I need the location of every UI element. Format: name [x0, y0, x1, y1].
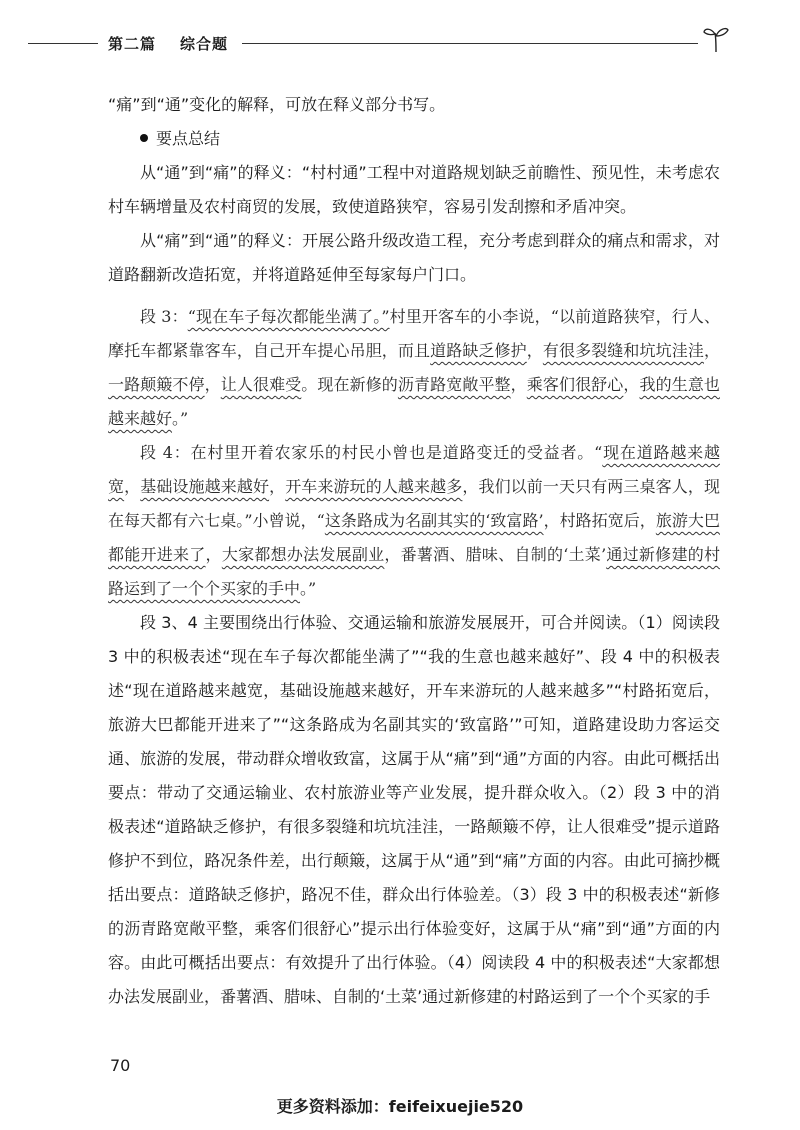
excerpt4-seg: ， [205, 545, 222, 564]
page-content [108, 88, 720, 1014]
excerpt4-seg: ， [269, 477, 286, 496]
excerpt-paragraph-4 [108, 436, 720, 606]
excerpt4-underlined: 开车来游玩的人越来越多 [285, 477, 463, 496]
excerpt3-seg: ， [204, 375, 221, 394]
header-rule-right [242, 43, 698, 44]
excerpt3-underlined: 我的生意也越来越好 [108, 375, 720, 428]
header-title: 综合题 [180, 35, 229, 53]
excerpt3-underlined: “现在车子每次都能坐满了。” [187, 307, 390, 326]
paragraph-tong-to-tong: 从“通”到“痛”的释义：“村村通”工程中对道路规划缺乏前瞻性、预见性，未考虑农村车辆增量及农村商贸的发展，致使道路狭窄，容易引发刮擦和矛盾冲突。 [108, 163, 720, 216]
analysis-paragraph: 段 3、4 主要围绕出行体验、交通运输和旅游发展展开，可合并阅读。（1）阅读段 3 中的积极表述“现在车子每次都能坐满了”“我的生意也越来越好”、段 4 中的积极表述“现在道路越来越宽，基础设施越来越好，开车来游玩的人越来越多”“村路拓宽后，旅游大巴都能开进来了”“这条路成为名副其实的‘致富路’”可知，道路建设助力客运交通、旅游的发展，带动群众增收致富，这属于从“痛”到“通”方面的内容。由此可概括出要点：带动了交通运输业、农村旅游业等产业发展，提升群众收入。（2）段 3 中的消极表述“道路缺乏修护，有很多裂缝和坑坑洼洼，一路颠簸不停，让人很难受”提示道路修护不到位，路况条件差，出行颠簸，这属于从“通”到“痛”方面的内容。由此可摘抄概括出要点：道路缺乏修护，路况不佳，群众出行体验差。（3）段 3 中的积极表述“新修的沥青路宽敞平整，乘客们很舒心”提示出行体验变好，这属于从“痛”到“通”方面的内容。由此可概括出要点：有效提升了出行体验。（4）阅读段 4 中的积极表述“大家都想办法发展副业，番薯酒、腊味、自制的‘土菜’通过新修建的村路运到了一个个买家的手 [108, 613, 720, 1006]
excerpt4-seg: ，番薯酒、腊味、自制的‘土菜’ [384, 545, 607, 564]
excerpt3-seg: 段 3： [140, 307, 188, 326]
excerpt3-underlined: 让人很难受 [220, 375, 302, 394]
excerpt4-seg: 段 4：在村里开着农家乐的村民小曾也是道路变迁的受益者。“ [140, 443, 603, 462]
excerpt4-seg: ， [124, 477, 141, 496]
excerpt4-seg: ，我们以前一天只有两三桌客人，现在每天都有六七桌。”小曾说，“ [108, 477, 720, 530]
excerpt3-underlined: 沥青路宽敞平整 [397, 375, 511, 394]
sprout-icon [702, 24, 730, 54]
excerpt3-underlined: 乘客们很舒心 [526, 375, 624, 394]
header-section: 第二篇 [108, 35, 157, 53]
paragraph-tong-to-tong-2: 从“痛”到“通”的释义：开展公路升级改造工程，充分考虑到群众的痛点和需求，对道路翻新改造拓宽，并将道路延伸至每家每户门口。 [108, 231, 720, 284]
excerpt3-seg: 村里开客车的小李说，“以前道路狭窄，行人、摩托车都紧靠客车，自己开车提心吊胆，而且 [108, 307, 720, 360]
page-number: 70 [110, 1056, 131, 1075]
excerpt4-underlined: 旅游大巴都能开进来了 [108, 511, 720, 564]
excerpt3-underlined: 有很多裂缝和坑坑洼洼 [542, 341, 704, 360]
paragraph-intro: “痛”到“通”变化的解释，可放在释义部分书写。 [108, 95, 446, 114]
summary-heading [108, 122, 720, 156]
excerpt-paragraph-3 [108, 300, 720, 436]
excerpt3-seg: ， [526, 341, 543, 360]
excerpt3-seg: ， [510, 375, 527, 394]
running-header [28, 30, 728, 56]
excerpt3-underlined: 一路颠簸不停 [108, 375, 205, 394]
excerpt4-underlined: 基础设施越来越好 [140, 477, 270, 496]
footer-note: 更多资料添加：feifeixuejie520 [276, 1097, 524, 1116]
excerpt4-seg: 。” [300, 579, 317, 598]
excerpt3-seg: 。” [172, 409, 189, 428]
excerpt4-underlined: 通过新修建的村路运到了一个个买家的手中 [108, 545, 720, 598]
excerpt4-underlined: 这条路成为名副其实的‘致富路’ [324, 511, 544, 530]
header-rule-left [28, 43, 98, 44]
excerpt3-underlined: 道路缺乏修护 [430, 341, 527, 360]
summary-heading-text: 要点总结 [156, 129, 221, 148]
excerpt4-seg: ，村路拓宽后， [543, 511, 656, 530]
excerpt3-seg: 。现在新修的 [301, 375, 398, 394]
excerpt3-seg: ， [623, 375, 640, 394]
excerpt3-seg: ， [703, 341, 720, 360]
bullet-icon [140, 134, 148, 142]
excerpt4-underlined: 大家都想办法发展副业 [221, 545, 385, 564]
excerpt4-underlined: 现在道路越来越宽 [108, 443, 720, 496]
